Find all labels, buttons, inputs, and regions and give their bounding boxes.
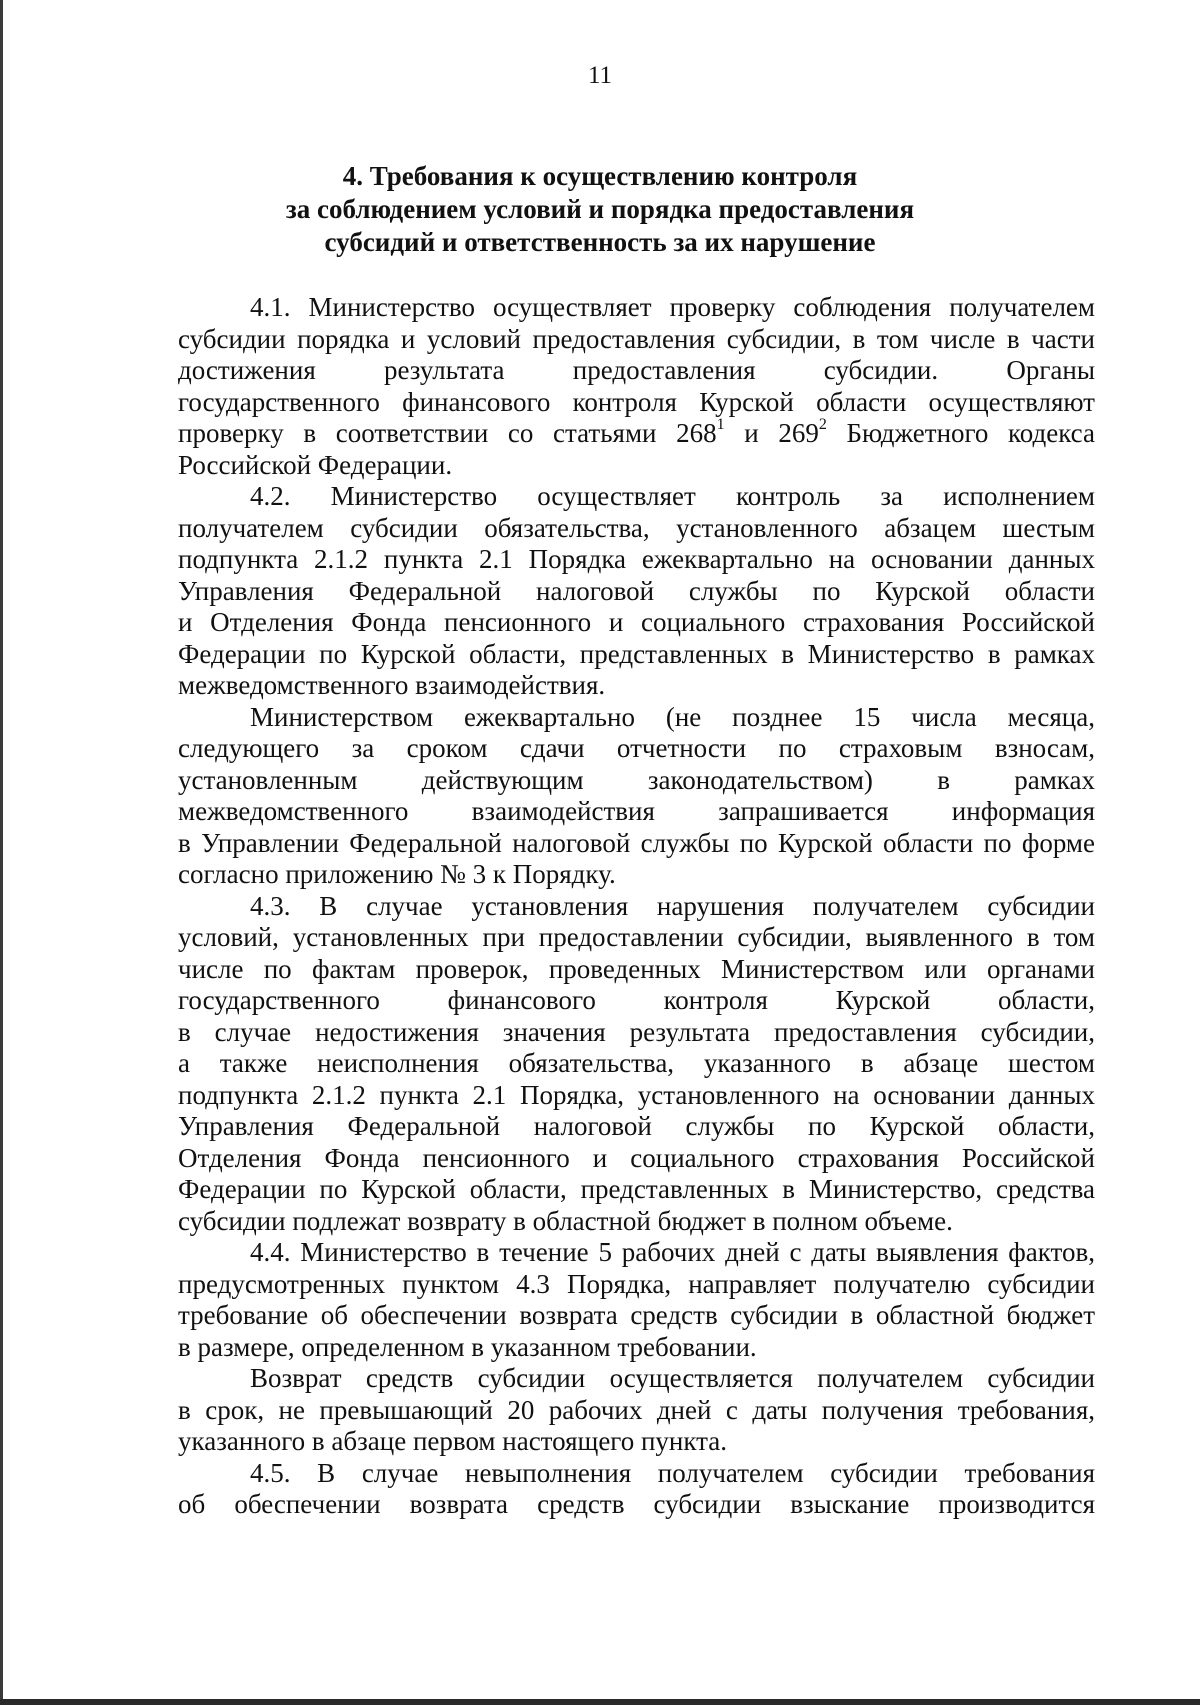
- page-number: 11: [587, 62, 613, 89]
- text-line: согласно приложению № 3 к Порядку.: [178, 859, 616, 889]
- text-segment: Бюджетного кодекса: [826, 418, 1095, 448]
- text-line: 4.2. Министерство осуществляет контроль за исполнением: [250, 481, 1095, 511]
- text-line: получателем субсидии обязательства, установленного абзацем шестым: [178, 512, 1095, 543]
- text-line: подпункта 2.1.2 пункта 2.1 Порядка, установленного на основании данных: [178, 1079, 1095, 1110]
- section-heading: [120, 160, 1080, 259]
- text-line: Возврат средств субсидии осуществляется получателем субсидии: [250, 1363, 1095, 1393]
- text-line: Управления Федеральной налоговой службы по Курской области,: [178, 1111, 1095, 1141]
- scan-edge-bottom: [0, 1699, 1200, 1705]
- text-line: Отделения Фонда пенсионного и социального страхования Российской: [178, 1142, 1095, 1173]
- scan-edge-left: [0, 0, 3, 1705]
- section-heading-line: за соблюдением условий и порядка предоставления: [285, 194, 915, 224]
- text-line: требование об обеспечении возврата средств субсидии в областной бюджет: [178, 1300, 1095, 1330]
- section-heading-line: 4. Требования к осуществлению контроля: [342, 161, 858, 191]
- text-line: установленным действующим законодательством) в рамках: [178, 764, 1095, 795]
- text-line: и Отделения Фонда пенсионного и социального страхования Российской: [178, 607, 1095, 637]
- text-line: в срок, не превышающий 20 рабочих дней с даты получения требования,: [178, 1394, 1095, 1425]
- text-line: в Управлении Федеральной налоговой службы по Курской области по форме: [178, 827, 1095, 858]
- text-line: числе по фактам проверок, проведенных Министерством или органами: [178, 953, 1095, 984]
- text-line: межведомственного взаимодействия.: [178, 670, 606, 700]
- text-line: условий, установленных при предоставлении субсидии, выявленного в том: [178, 922, 1095, 952]
- superscript: 2: [818, 416, 827, 433]
- text-line: Федерации по Курской области, представленных в Министерство, средства: [178, 1174, 1095, 1204]
- text-line: государственного финансового контроля Курской области,: [178, 985, 1095, 1015]
- text-line: 4.5. В случае невыполнения получателем субсидии требования: [250, 1457, 1095, 1488]
- text-line: указанного в абзаце первом настоящего пункта.: [178, 1426, 727, 1456]
- section-heading-line: субсидий и ответственность за их нарушение: [324, 227, 876, 257]
- body-text: [178, 292, 1095, 1521]
- text-line: об обеспечении возврата средств субсидии взыскание производится: [178, 1489, 1095, 1519]
- text-segment: и 269: [724, 418, 819, 448]
- text-segment: проверку в соответствии со статьями 268: [178, 418, 717, 448]
- text-line: Министерством ежеквартально (не позднее 15 числа месяца,: [250, 701, 1095, 732]
- text-line: в размере, определенном в указанном требовании.: [178, 1331, 757, 1362]
- superscript: 1: [716, 416, 725, 433]
- text-line: а также неисполнения обязательства, указанного в абзаце шестом: [178, 1048, 1095, 1078]
- text-line: субсидии порядка и условий предоставления субсидии, в том числе в части: [178, 323, 1095, 354]
- text-line: субсидии подлежат возврату в областной бюджет в полном объеме.: [178, 1205, 953, 1236]
- text-line: достижения результата предоставления субсидии. Органы: [178, 355, 1095, 385]
- text-line: Российской Федерации.: [178, 449, 453, 480]
- text-line: следующего за сроком сдачи отчетности по страховым взносам,: [178, 733, 1095, 763]
- text-line: подпункта 2.1.2 пункта 2.1 Порядка ежеквартально на основании данных: [178, 544, 1095, 574]
- text-line: 4.3. В случае установления нарушения получателем субсидии: [250, 890, 1095, 921]
- text-line: [178, 418, 1095, 450]
- text-line: предусмотренных пунктом 4.3 Порядка, направляет получателю субсидии: [178, 1268, 1095, 1299]
- text-line: в случае недостижения значения результата предоставления субсидии,: [178, 1016, 1095, 1047]
- text-line: 4.1. Министерство осуществляет проверку соблюдения получателем: [250, 292, 1095, 322]
- text-line: Управления Федеральной налоговой службы по Курской области: [178, 575, 1095, 606]
- text-line: 4.4. Министерство в течение 5 рабочих дней с даты выявления фактов,: [250, 1237, 1095, 1267]
- text-line: Федерации по Курской области, представленных в Министерство в рамках: [178, 638, 1095, 669]
- text-line: межведомственного взаимодействия запрашивается информация: [178, 796, 1095, 826]
- text-line: государственного финансового контроля Курской области осуществляют: [178, 386, 1095, 417]
